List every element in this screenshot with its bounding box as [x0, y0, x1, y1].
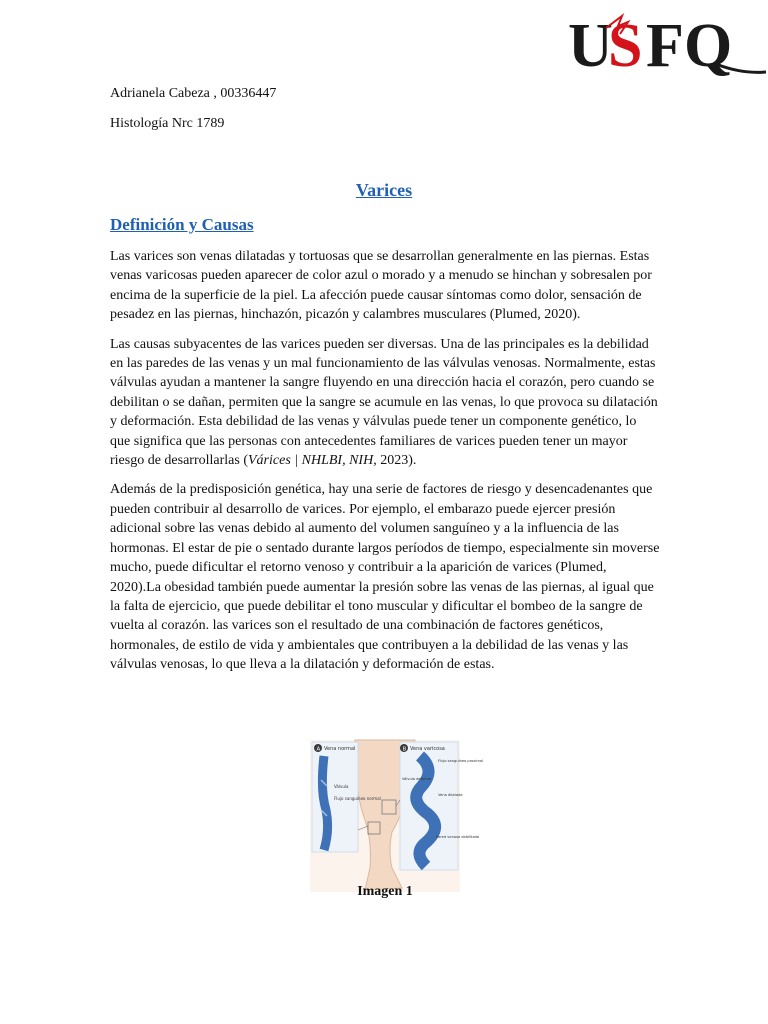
label-valvula: Válvula: [334, 784, 349, 789]
paragraph-2-text: Las causas subyacentes de las varices pueden ser diversas. Una de las principales es la debilidad en las paredes de las venas y un mal funcionamiento de las válvulas venosas. Normalmente, estas válvulas ayudan a mantener la sangre fluyendo en una dirección hacia el corazón, pero cuando se debilitan o se dañan, permiten que la sangre se acumule en las venas, lo que provoca su dilatación y deformación. Esta debilidad de las venas y válvulas puede tener un componente genético, lo que significa que las personas con antecedentes familiares de varices pueden tener un mayor riesgo de desarrollarlas (: [110, 336, 658, 469]
label-flujo-normal: Flujo sanguíneo normal: [334, 796, 381, 801]
logo-f: F: [646, 12, 684, 80]
paragraph-2-text-end: , 2023).: [373, 453, 417, 469]
citation-italic: Várices | NHLBI, NIH: [248, 453, 374, 469]
logo-text: U: [568, 12, 613, 80]
document-body: [110, 247, 660, 685]
panel-b-title: Vena varicosa: [410, 746, 445, 752]
usfq-logo: [566, 8, 768, 78]
course-line: Histología Nrc 1789: [110, 116, 225, 131]
section-heading: Definición y Causas: [110, 215, 254, 234]
logo-dragon-s: S: [608, 12, 643, 80]
panel-a-letter: A: [316, 746, 321, 753]
author-line: Adrianela Cabeza , 00336447: [110, 86, 277, 101]
varices-figure: [310, 740, 484, 892]
label-vena-dilatada: Vena dilatada: [438, 793, 463, 797]
paragraph-1: Las varices son venas dilatadas y tortuosas que se desarrollan generalmente en las piernas. Estas venas varicosas pueden aparecer de color azul o morado y a menudo se hinchan y sobresalen por encima de la superficie de la piel. La afección puede causar síntomas como dolor, sensación de pesadez en las piernas, hinchazón, picazón y calambres musculares (Plumed, 2020).: [110, 249, 652, 323]
panel-b-letter: B: [402, 746, 407, 753]
paragraph-2: [110, 335, 660, 471]
figure-caption: Imagen 1: [357, 884, 413, 899]
panel-a-title: Vena normal: [324, 746, 356, 752]
normal-vein-icon: [322, 756, 327, 850]
paragraph-3: Además de la predisposición genética, hay una serie de factores de riesgo y desencadenantes que pueden contribuir al desarrollo de varices. Por ejemplo, el embarazo puede ejercer presión adicional sobre las venas debido al aumento del volumen sanguíneo y a la influencia de las hormonas. El estar de pie o sentado durante largos períodos de tiempo, especialmente sin moverse mucho, puede dificultar el retorno venoso y contribuir a la aparición de varices (Plumed, 2020).La obesidad también puede aumentar la presión sobre las venas de las piernas, al igual que la falta de ejercicio, que puede debilitar el tono muscular y dificultar el bombeo de la sangre de vuelta al corazón. las varices son el resultado de una combinación de factores genéticos, hormonales, de estilo de vida y ambientales que contribuyen a la debilidad de las venas y las válvulas venosas, lo que lleva a la dilatación y deformación de estas.: [110, 482, 660, 673]
document-title: Varices: [355, 180, 413, 200]
label-pared-debilitada: Pared venosa debilitada: [436, 835, 480, 839]
logo-q: Q: [684, 12, 733, 80]
label-flujo-proximal: Flujo sanguíneo proximal: [438, 759, 484, 763]
label-valvula-deforme: Válvula deforme: [402, 777, 432, 781]
